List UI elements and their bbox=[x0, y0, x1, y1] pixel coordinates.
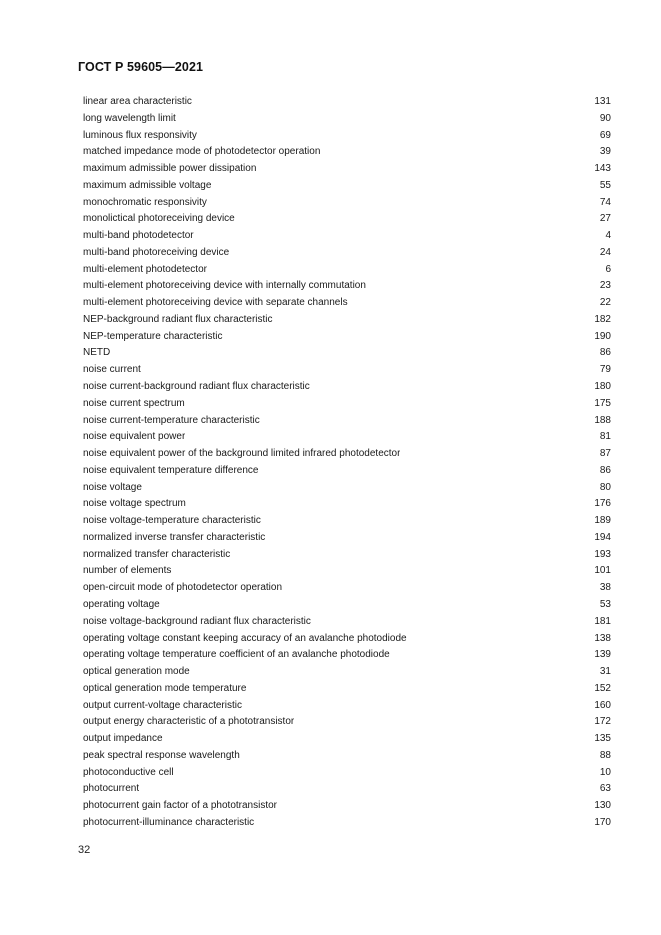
index-entry bbox=[83, 144, 611, 161]
index-entry-page: 170 bbox=[594, 816, 611, 828]
index-entry bbox=[83, 362, 611, 379]
index-entry-term: linear area characteristic bbox=[83, 96, 192, 107]
index-entry-page: 4 bbox=[605, 230, 611, 242]
index-entry-page: 135 bbox=[594, 733, 611, 745]
index-entry-term: noise current-temperature characteristic bbox=[83, 414, 260, 426]
index-entry-term: noise equivalent power of the background limited infrared photodetector bbox=[83, 448, 401, 460]
index-entry bbox=[83, 128, 611, 145]
index-entry-page: 53 bbox=[599, 598, 611, 610]
index-entry-page: 74 bbox=[599, 196, 611, 208]
index-entry-term: noise equivalent temperature difference bbox=[83, 464, 259, 476]
index-entry bbox=[83, 765, 611, 782]
index-entry-page: 38 bbox=[599, 582, 611, 594]
index-entry-term: noise voltage-background radiant flux characteristic bbox=[83, 615, 311, 627]
index-entry-page: 86 bbox=[599, 347, 611, 359]
index-entry-term: open-circuit mode of photodetector operation bbox=[83, 582, 283, 594]
index-entry bbox=[83, 496, 611, 513]
index-entry-page: 138 bbox=[594, 632, 611, 644]
index-entry-page: 172 bbox=[594, 716, 611, 728]
index-entry-page: 63 bbox=[599, 783, 611, 795]
index-entry-term: normalized inverse transfer characteristic bbox=[83, 531, 266, 543]
index-entry-term: noise current spectrum bbox=[83, 397, 185, 409]
index-entry-term: photocurrent gain factor of a phototransistor bbox=[83, 800, 278, 812]
index-entry bbox=[83, 295, 611, 312]
index-entry bbox=[83, 631, 611, 648]
index-entry-page: 101 bbox=[594, 565, 611, 577]
index-entry bbox=[83, 262, 611, 279]
index-entry bbox=[83, 413, 611, 430]
index-entry-page: 88 bbox=[599, 749, 611, 761]
index-entry-term: multi-element photodetector bbox=[83, 263, 207, 275]
index-entry-term: noise voltage bbox=[83, 481, 142, 493]
index-entry-page: 193 bbox=[594, 548, 611, 560]
index-entry-term: noise current-background radiant flux characteristic bbox=[83, 381, 310, 393]
index-entry-page: 90 bbox=[599, 112, 611, 124]
index-entry bbox=[83, 547, 611, 564]
index-entry-term: multi-band photoreceiving device bbox=[83, 246, 230, 258]
index-entry-term: multi-element photoreceiving device with separate channels bbox=[83, 297, 348, 309]
index-entry-page: 139 bbox=[594, 649, 611, 661]
index-entry-term: operating voltage temperature coefficient of an avalanche photodiode bbox=[83, 649, 390, 661]
index-entry bbox=[83, 161, 611, 178]
index-entry bbox=[83, 228, 611, 245]
index-entry-page: 79 bbox=[599, 364, 611, 376]
index-entry bbox=[83, 94, 611, 111]
index-entry-page: 194 bbox=[594, 531, 611, 543]
index-entry-term: photocurrent-illuminance characteristic bbox=[83, 816, 255, 828]
index-entry bbox=[83, 731, 611, 748]
index-entry bbox=[83, 714, 611, 731]
index-entry bbox=[83, 513, 611, 530]
index-entry-page: 182 bbox=[594, 313, 611, 325]
index-entry bbox=[83, 781, 611, 798]
index-entry-page: 180 bbox=[594, 381, 611, 393]
page-header: ГОСТ Р 59605—2021 bbox=[78, 60, 204, 74]
index-entry bbox=[83, 379, 611, 396]
index-entry-page: 69 bbox=[599, 129, 611, 141]
index-entry-page: 143 bbox=[594, 163, 611, 175]
index-entry-term: optical generation mode bbox=[83, 666, 190, 678]
index-entry-term: multi-element photoreceiving device with internally commutation bbox=[83, 280, 366, 292]
index-entry-term: NEP-background radiant flux characteristic bbox=[83, 313, 273, 325]
index-entry-term: maximum admissible voltage bbox=[83, 179, 212, 191]
index-entry-term: NETD bbox=[83, 347, 111, 359]
index-entry bbox=[83, 798, 611, 815]
index-entry bbox=[83, 446, 611, 463]
index-entry-term: noise voltage-temperature characteristic bbox=[83, 515, 261, 527]
index-entry-page: 175 bbox=[594, 397, 611, 409]
index-entry-page: 152 bbox=[594, 682, 611, 694]
index-entry-page: 181 bbox=[594, 615, 611, 627]
index-entry-term: monochromatic responsivity bbox=[83, 196, 207, 208]
index-entry-page: 176 bbox=[594, 498, 611, 510]
index-entry-term: operating voltage bbox=[83, 598, 160, 610]
index-entry bbox=[83, 614, 611, 631]
index-entry bbox=[83, 211, 611, 228]
index-entry-page: 188 bbox=[594, 414, 611, 426]
index-entry bbox=[83, 345, 611, 362]
index-entry bbox=[83, 396, 611, 413]
index-entry bbox=[83, 329, 611, 346]
index-entry-page: 39 bbox=[599, 146, 611, 158]
index-entry bbox=[83, 530, 611, 547]
index-entry-page: 10 bbox=[599, 766, 611, 778]
index-entry bbox=[83, 563, 611, 580]
index-entry-page: 55 bbox=[599, 179, 611, 191]
index-entry-page: 131 bbox=[594, 96, 611, 107]
index-entry bbox=[83, 312, 611, 329]
index-entry-term: output current-voltage characteristic bbox=[83, 699, 242, 711]
index-entry-term: maximum admissible power dissipation bbox=[83, 163, 257, 175]
index-entry-term: normalized transfer characteristic bbox=[83, 548, 231, 560]
index-entry-term: noise equivalent power bbox=[83, 431, 186, 443]
index-entry bbox=[83, 463, 611, 480]
index-entry bbox=[83, 178, 611, 195]
page-number: 32 bbox=[78, 844, 91, 856]
index-entry bbox=[83, 111, 611, 128]
index-entry-term: noise voltage spectrum bbox=[83, 498, 186, 510]
index-entry-term: noise current bbox=[83, 364, 141, 376]
index-entry-page: 24 bbox=[599, 246, 611, 258]
index-entry-page: 160 bbox=[594, 699, 611, 711]
index-entry-page: 86 bbox=[599, 464, 611, 476]
index-entry-term: NEP-temperature characteristic bbox=[83, 330, 223, 342]
index-entry-page: 80 bbox=[599, 481, 611, 493]
index-entry-page: 27 bbox=[599, 213, 611, 225]
index-entry-page: 31 bbox=[599, 666, 611, 678]
index-entry bbox=[83, 681, 611, 698]
index-entry-term: peak spectral response wavelength bbox=[83, 749, 240, 761]
index-entry-page: 189 bbox=[594, 515, 611, 527]
index-entry bbox=[83, 245, 611, 262]
index-entry bbox=[83, 664, 611, 681]
index-entry-term: matched impedance mode of photodetector operation bbox=[83, 146, 321, 158]
index-entry-term: output energy characteristic of a phototransistor bbox=[83, 716, 295, 728]
index-list bbox=[83, 94, 611, 832]
index-entry-term: output impedance bbox=[83, 733, 163, 745]
index-entry-page: 22 bbox=[599, 297, 611, 309]
index-entry-term: long wavelength limit bbox=[83, 112, 176, 124]
index-entry-term: luminous flux responsivity bbox=[83, 129, 197, 141]
index-entry-page: 190 bbox=[594, 330, 611, 342]
index-entry-term: photoconductive cell bbox=[83, 766, 174, 778]
index-entry-term: optical generation mode temperature bbox=[83, 682, 247, 694]
index-entry-term: photocurrent bbox=[83, 783, 140, 795]
index-entry-page: 130 bbox=[594, 800, 611, 812]
index-entry bbox=[83, 480, 611, 497]
index-entry-page: 6 bbox=[605, 263, 611, 275]
index-entry-term: multi-band photodetector bbox=[83, 230, 194, 242]
index-entry-term: number of elements bbox=[83, 565, 172, 577]
index-entry bbox=[83, 815, 611, 832]
index-entry bbox=[83, 429, 611, 446]
index-entry bbox=[83, 597, 611, 614]
index-entry bbox=[83, 698, 611, 715]
index-entry bbox=[83, 195, 611, 212]
index-entry-term: monolictical photoreceiving device bbox=[83, 213, 235, 225]
index-entry-page: 87 bbox=[599, 448, 611, 460]
index-entry bbox=[83, 748, 611, 765]
index-entry bbox=[83, 647, 611, 664]
index-entry-page: 23 bbox=[599, 280, 611, 292]
index-entry-page: 81 bbox=[599, 431, 611, 443]
index-entry bbox=[83, 580, 611, 597]
index-entry bbox=[83, 278, 611, 295]
index-entry-term: operating voltage constant keeping accuracy of an avalanche photodiode bbox=[83, 632, 407, 644]
